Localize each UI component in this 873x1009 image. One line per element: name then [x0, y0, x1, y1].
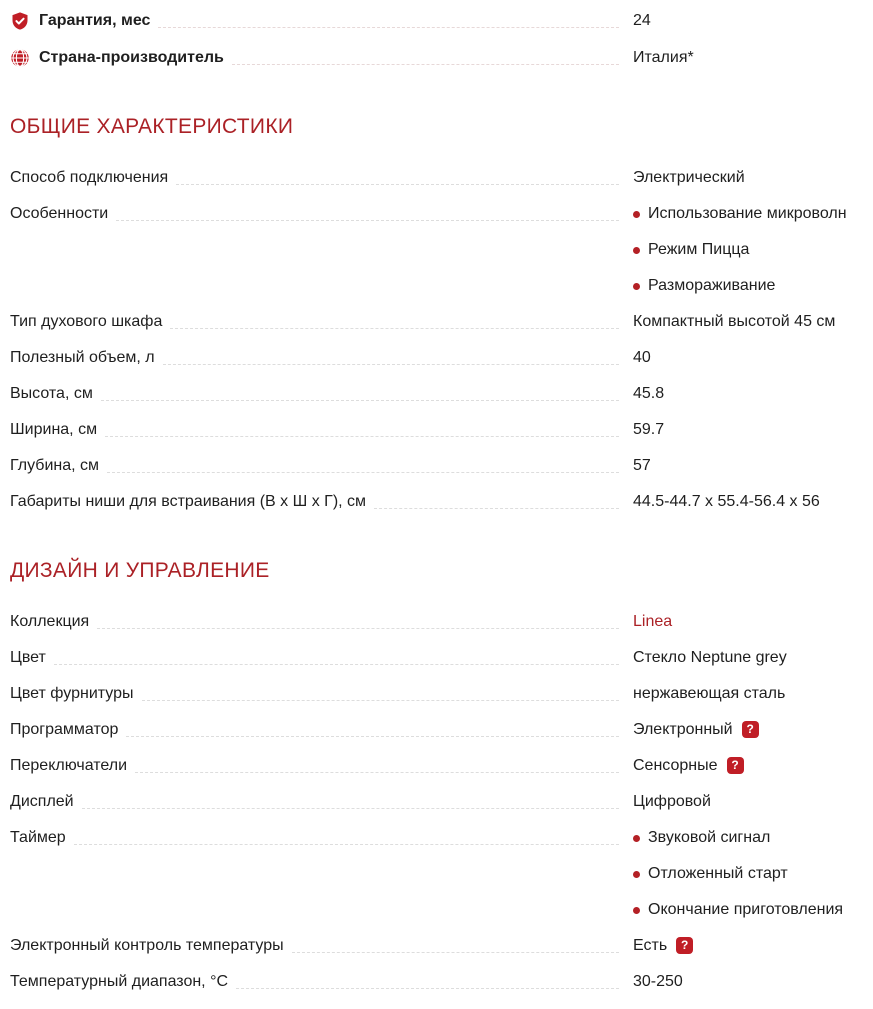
spec-row-switches: [10, 755, 873, 777]
dotted-leader: [142, 683, 620, 701]
bullet-icon: [633, 907, 640, 914]
spec-label: Особенности: [10, 205, 109, 222]
spec-value: Италия*: [633, 49, 694, 66]
spec-row-hardware-color: [10, 683, 873, 705]
help-icon[interactable]: ?: [727, 757, 744, 774]
spec-value-list: [633, 827, 873, 921]
spec-row-collection: [10, 611, 873, 633]
spec-value: 44.5-44.7 х 55.4-56.4 х 56: [633, 493, 820, 510]
spec-value: Электрический: [633, 169, 745, 186]
list-item-label: Размораживание: [648, 277, 776, 294]
spec-row-timer: [10, 827, 873, 921]
spec-label: Тип духового шкафа: [10, 313, 163, 330]
dotted-leader: [292, 935, 619, 953]
dotted-leader: [236, 971, 619, 989]
globe-icon: [10, 48, 30, 68]
spec-label: Полезный объем, л: [10, 349, 155, 366]
spec-label: Температурный диапазон, °С: [10, 973, 229, 990]
list-item-label: Использование микроволн: [648, 205, 847, 222]
spec-label: Программатор: [10, 721, 119, 738]
spec-label: Коллекция: [10, 613, 90, 630]
dotted-leader: [116, 203, 619, 221]
spec-value-list: [633, 203, 873, 297]
list-item-label: Звуковой сигнал: [648, 829, 771, 846]
spec-value: Сенсорные: [633, 757, 718, 774]
list-item: [633, 203, 873, 225]
spec-label: Глубина, см: [10, 457, 100, 474]
spec-label: Электронный контроль температуры: [10, 937, 284, 954]
list-item-label: Режим Пицца: [648, 241, 750, 258]
spec-row-features: [10, 203, 873, 297]
spec-label: Ширина, см: [10, 421, 98, 438]
dotted-leader: [158, 10, 619, 28]
list-item: [633, 863, 873, 885]
dotted-leader: [126, 719, 619, 737]
top-spec-row-country: [10, 47, 873, 69]
spec-row-width: [10, 419, 873, 441]
spec-value: Компактный высотой 45 см: [633, 313, 836, 330]
spec-row-programmer: [10, 719, 873, 741]
spec-row-depth: [10, 455, 873, 477]
spec-value: 59.7: [633, 421, 665, 438]
dotted-leader: [176, 167, 619, 185]
help-icon[interactable]: ?: [742, 721, 759, 738]
dotted-leader: [135, 755, 619, 773]
dotted-leader: [232, 47, 619, 65]
bullet-icon: [633, 211, 640, 218]
spec-label: Переключатели: [10, 757, 128, 774]
top-spec-row-warranty: [10, 10, 873, 32]
list-item: [633, 275, 873, 297]
dotted-leader: [82, 791, 619, 809]
spec-row-temp-range: [10, 971, 873, 993]
spec-row-niche-dimensions: [10, 491, 873, 513]
dotted-leader: [105, 419, 619, 437]
spec-label: Гарантия, мес: [39, 12, 151, 29]
spec-value: Стекло Neptune grey: [633, 649, 787, 666]
list-item: [633, 899, 873, 921]
spec-label: Цвет фурнитуры: [10, 685, 134, 702]
dotted-leader: [74, 827, 619, 845]
help-icon[interactable]: ?: [676, 937, 693, 954]
spec-value: 45.8: [633, 385, 665, 402]
spec-label: Высота, см: [10, 385, 93, 402]
list-item: [633, 239, 873, 261]
spec-value: 30-250: [633, 973, 683, 990]
spec-row-display: [10, 791, 873, 813]
section-title-general: ОБЩИЕ ХАРАКТЕРИСТИКИ: [10, 115, 294, 138]
bullet-icon: [633, 835, 640, 842]
dotted-leader: [170, 311, 619, 329]
bullet-icon: [633, 283, 640, 290]
spec-label: Способ подключения: [10, 169, 169, 186]
dotted-leader: [97, 611, 619, 629]
spec-row-color: [10, 647, 873, 669]
shield-check-icon: [10, 11, 30, 31]
spec-label: Габариты ниши для встраивания (В х Ш х Г), см: [10, 493, 367, 510]
spec-row-volume: [10, 347, 873, 369]
spec-value: 57: [633, 457, 651, 474]
spec-label: Страна-производитель: [39, 49, 224, 66]
bullet-icon: [633, 247, 640, 254]
spec-row-temp-control: [10, 935, 873, 957]
spec-label: Дисплей: [10, 793, 74, 810]
spec-value: нержавеющая сталь: [633, 685, 786, 702]
spec-row-height: [10, 383, 873, 405]
list-item-label: Окончание приготовления: [648, 901, 844, 918]
section-title-design: ДИЗАЙН И УПРАВЛЕНИЕ: [10, 559, 270, 582]
spec-label: Цвет: [10, 649, 46, 666]
dotted-leader: [107, 455, 619, 473]
spec-value: Электронный: [633, 721, 733, 738]
spec-row-oven-type: [10, 311, 873, 333]
dotted-leader: [163, 347, 619, 365]
collection-link[interactable]: Linea: [633, 613, 673, 630]
bullet-icon: [633, 871, 640, 878]
dotted-leader: [101, 383, 619, 401]
spec-row-connection: [10, 167, 873, 189]
dotted-leader: [374, 491, 619, 509]
spec-value: Есть: [633, 937, 668, 954]
list-item: [633, 827, 873, 849]
spec-label: Таймер: [10, 829, 66, 846]
list-item-label: Отложенный старт: [648, 865, 788, 882]
spec-value: 40: [633, 349, 651, 366]
spec-value: Цифровой: [633, 793, 711, 810]
dotted-leader: [54, 647, 619, 665]
spec-value: 24: [633, 12, 651, 29]
